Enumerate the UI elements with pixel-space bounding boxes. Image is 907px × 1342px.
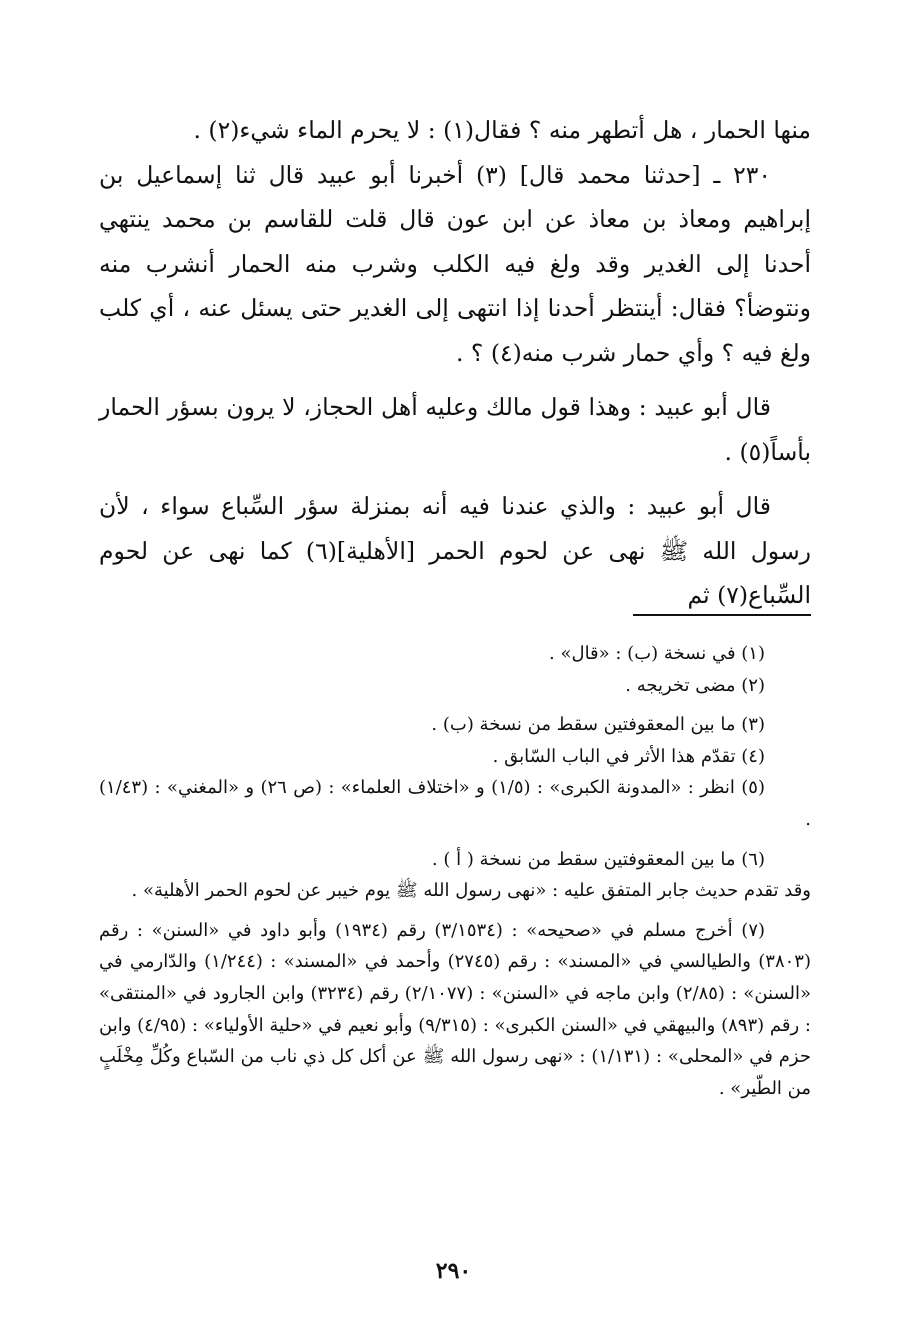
main-paragraph-1: منها الحمار ، هل أتطهر منه ؟ فقال(١) : لا يحرم الماء شيء(٢) . [193, 116, 811, 144]
footnote-5: (٥) انظر : «المدونة الكبرى» : (١/٥) و «اختلاف العلماء» : (ص ٢٦) و «المغني» : (١/٤٣) . [99, 777, 811, 830]
footnote-2: (٢) مضى تخريجه . [625, 674, 765, 696]
main-paragraph-hadith-230: ٢٣٠ ـ [حدثنا محمد قال] (٣) أخبرنا أبو عبيد قال ثنا إسماعيل بن إبراهيم ومعاذ بن معاذ عن ابن عون قال قلت للقاسم بن محمد ينتهي أحدنا إلى الغدير وقد ولغ فيه الكلب وشرب منه الحمار أنشرب منه ونتوضأ؟ فقال: أينتظر أحدنا إذا انتهى إلى الغدير حتى يسئل عنه ، أي كلب ولغ فيه ؟ وأي حمار شرب منه(٤) ؟ . [99, 160, 811, 367]
footnote-4: (٤) تقدّم هذا الأثر في الباب السّابق . [492, 745, 765, 767]
main-paragraph-3: قال أبو عبيد : وهذا قول مالك وعليه أهل الحجاز، لا يرون بسؤر الحمار بأساً(٥) . [99, 393, 811, 466]
footnote-7: (٧) أخرج مسلم في «صحيحه» : (٣/١٥٣٤) رقم (١٩٣٤) وأبو داود في «السنن» : رقم (٣٨٠٣) والطيالسي في «المسند» : رقم (٢٧٤٥) وأحمد في «المسند» : (١/٢٤٤) والدّارمي في «السنن» : (٢/٨٥) وابن ماجه في «السنن» : (٢/١٠٧٧) رقم (٣٢٣٤) وابن الجارود في «المنتقى» : رقم (٨٩٣) والبيهقي في «السنن الكبرى» : (٩/٣١٥) وأبو نعيم في «حلية الأولياء» : (٤/٩٥) وابن حزم في «المحلى» : (١/١٣١) : «نهى رسول الله ﷺ عن أكل كل ذي ناب من السّباع وكُلِّ مِخْلَبٍ من الطّير» . [99, 919, 812, 1099]
footnote-separator [633, 614, 811, 616]
footnote-3: (٣) ما بين المعقوفتين سقط من نسخة (ب) . [431, 714, 765, 736]
footnotes [99, 638, 811, 1104]
main-text [99, 108, 811, 618]
page-number: ٢٩٠ [435, 1258, 472, 1284]
footnote-1: (١) في نسخة (ب) : «قال» . [549, 643, 765, 664]
main-paragraph-4: قال أبو عبيد : والذي عندنا فيه أنه بمنزلة سؤر السِّباع سواء ، لأن رسول الله ﷺ نهى عن لحوم الحمر [الأهلية](٦) كما نهى عن لحوم السِّباع(٧) ثم [99, 492, 811, 609]
footnote-6: (٦) ما بين المعقوفتين سقط من نسخة ( أ ) . [431, 848, 765, 870]
footnote-6-continuation: وقد تقدم حديث جابر المتفق عليه : «نهى رسول الله ﷺ يوم خيبر عن لحوم الحمر الأهلية» . [131, 880, 811, 902]
